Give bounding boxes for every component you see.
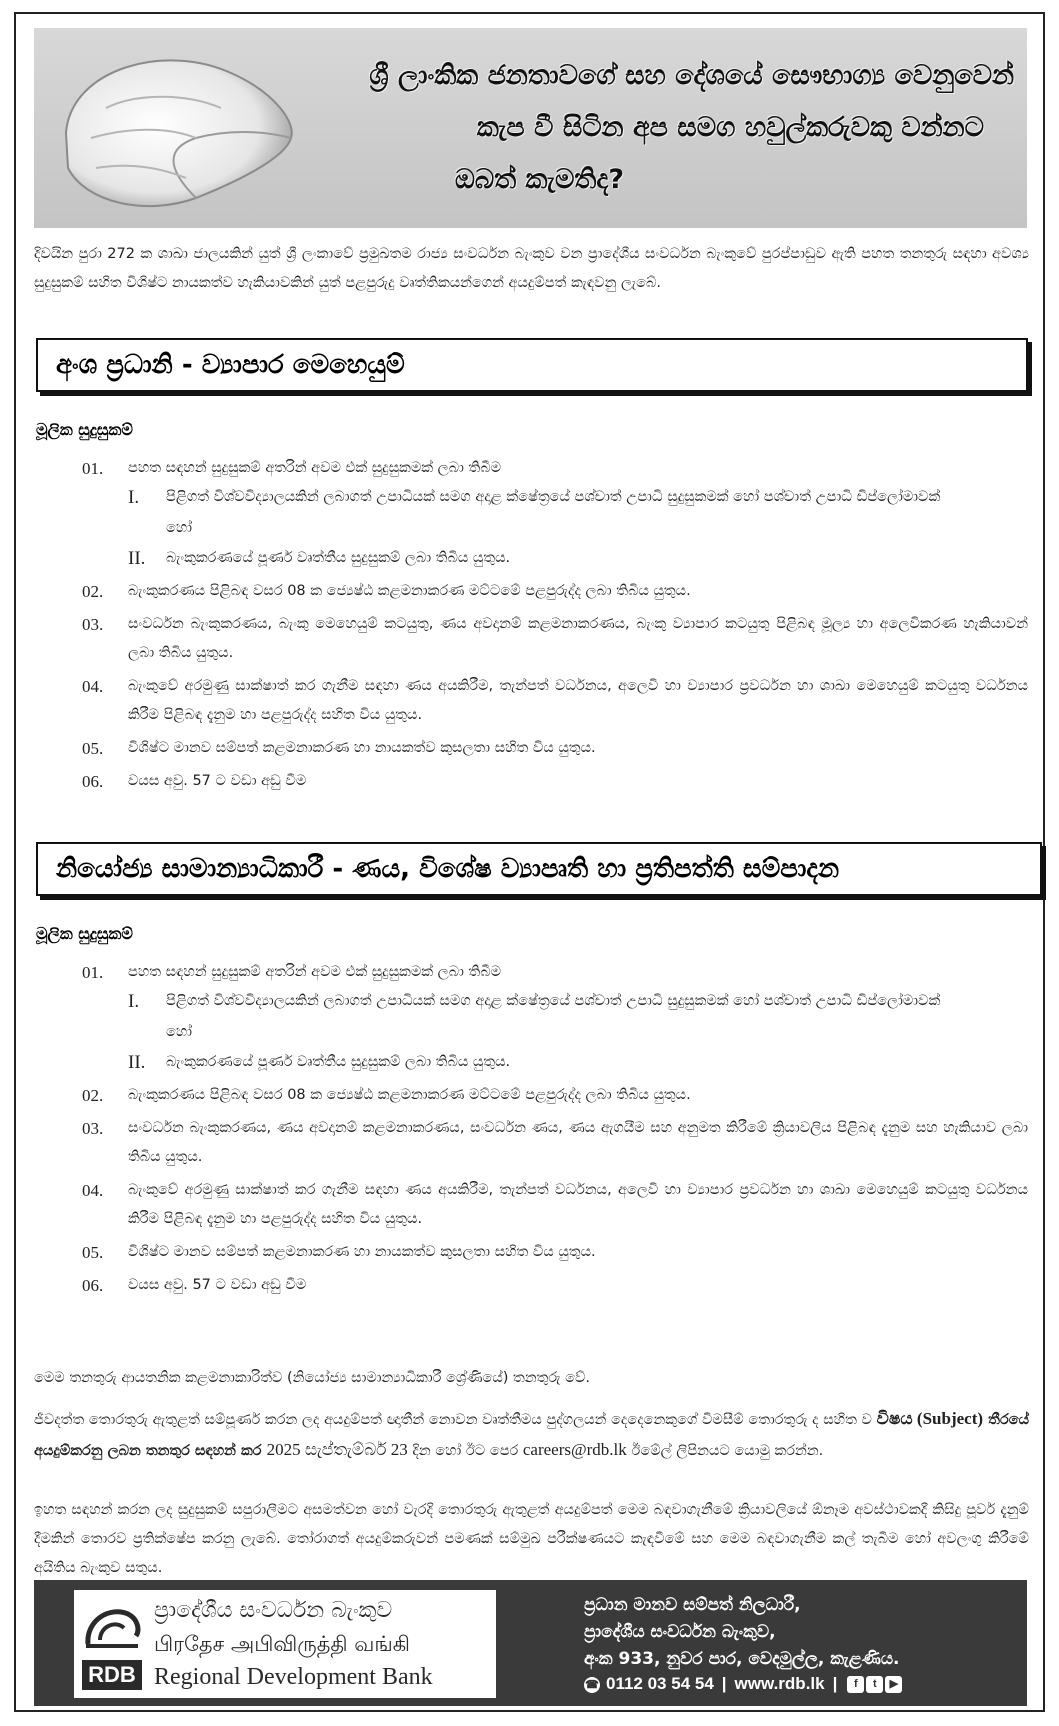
position-1-title: අංශ ප්‍රධානි - ව්‍යාපාර මෙහෙයුම් bbox=[36, 338, 1028, 392]
item-text: පහත සඳහන් සුදුසුකම් අතරින් අවම එක් සුදුසුකමක් ලබා තිබීම bbox=[128, 964, 502, 980]
item-number: 02. bbox=[82, 582, 104, 601]
list-item bbox=[36, 958, 1036, 987]
list-item bbox=[36, 1081, 1036, 1110]
footer bbox=[34, 1580, 1027, 1706]
address-line-3: අංක 933, නුවර පාර, වෙදමුල්ල, කැළණිය. bbox=[584, 1649, 900, 1669]
list-item bbox=[36, 1238, 1036, 1267]
apply-text-c: දින හෝ ඊට පෙර bbox=[407, 1443, 523, 1459]
careers-email-link[interactable]: careers@rdb.lk bbox=[522, 1440, 627, 1459]
item-number: 01. bbox=[82, 963, 104, 982]
list-item bbox=[36, 610, 1036, 668]
list-item bbox=[36, 454, 1036, 483]
apply-text-b: තීරයේ අයදුම්කරනු ලබන තනතුර සඳහන් කර bbox=[34, 1412, 1029, 1459]
address-line-2: ප්‍රාදේශීය සංවර්ධන බැංකුව, bbox=[584, 1622, 776, 1642]
contact-bar bbox=[584, 1674, 902, 1694]
item-number: 06. bbox=[82, 1276, 104, 1295]
sub-item-text: බැංකුකරණයේ පූර්ණ වෘත්තීය සුදුසුකම් ලබා තිබිය යුතුය. bbox=[166, 1054, 511, 1070]
item-text: බැංකුවේ අරමුණු සාක්ෂාත් කර ගැනීම සඳහා ණය අයකිරීම, තැන්පත් වර්ධනය, අලෙවි හා ව්‍යාපාර ප්‍රවර්ධන හා ශාඛා මෙහෙයුම් කටයුතු වර්ධනය කිරීම පිළිබඳ දැනුම හා පළපුරුද්ද සහිත විය යුතුය. bbox=[128, 678, 1028, 723]
item-number: 04. bbox=[82, 677, 104, 696]
bank-name-english: Regional Development Bank bbox=[154, 1664, 433, 1690]
sub-item bbox=[36, 483, 1036, 512]
item-text: විශිෂ්ට මානව සම්පත් කළමනාකරණ හා නායකත්ව කුසලතා සහිත විය යුතුය. bbox=[128, 740, 596, 756]
position-2-qualifications-list bbox=[36, 958, 1036, 1300]
item-number: 05. bbox=[82, 739, 104, 758]
sub-item-number: II. bbox=[128, 1052, 146, 1073]
website-link[interactable]: www.rdb.lk bbox=[734, 1674, 825, 1693]
apply-subject: විෂය (Subject) bbox=[876, 1409, 984, 1428]
item-text: සංවර්ධන බැංකුකරණය, බැංකු මෙහෙයුම් කටයුතු, ණය අවදානම් කළමනාකරණය, බැංකු ව්‍යාපාර කටයුතු පිළිබඳ මූල්‍ය හා අලෙවිකරණ හැකියාවන් ලබා තිබිය යුතුය. bbox=[128, 616, 1028, 661]
separator: | bbox=[832, 1674, 838, 1693]
address-line-1: ප්‍රධාන මානව සම්පත් නිලධාරී, bbox=[584, 1595, 801, 1615]
sub-item-text: පිළිගත් විශ්වවිද්‍යාලයකින් ලබාගත් උපාධියක් සමග අදාළ ක්ෂේත්‍රයේ පශ්චාත් උපාධි සුදුසුකමක් හෝ පශ්චාත් උපාධි ඩිප්ලෝමාවක් bbox=[166, 993, 941, 1009]
banner-line-1: ශ්‍රී ලාංකික ජනතාවගේ සහ දේශයේ සෞභාග්‍ය වෙනුවෙන් bbox=[369, 60, 1014, 91]
item-number: 04. bbox=[82, 1181, 104, 1200]
item-text: වයස අවු. 57 ට වඩා අඩු වීම bbox=[128, 1277, 307, 1293]
position-1-qualifications-heading: මූලික සුදුසුකම් bbox=[36, 420, 133, 439]
item-number: 03. bbox=[82, 615, 104, 634]
item-number: 03. bbox=[82, 1119, 104, 1138]
item-text: බැංකුකරණය පිළිබඳ වසර 08 ක ජ්‍යෙෂ්ඨ කළමනාකරණ මට්ටමේ පළපුරුද්ද ලබා තිබිය යුතුය. bbox=[128, 1087, 691, 1103]
list-item bbox=[36, 734, 1036, 763]
phone-number[interactable]: 0112 03 54 54 bbox=[606, 1674, 714, 1693]
position-2-qualifications-heading: මූලික සුදුසුකම් bbox=[36, 924, 133, 943]
sub-item-number: I. bbox=[128, 487, 140, 508]
item-text: විශිෂ්ට මානව සම්පත් කළමනාකරණ හා නායකත්ව කුසලතා සහිත විය යුතුය. bbox=[128, 1244, 596, 1260]
intro-paragraph: දිවයින පුරා 272 ක ශාඛා ජාලයකින් යුත් ශ්‍රී ලංකාවේ ප්‍රමුඛතම රාජ්‍ය සංවර්ධන බැංකුව වන ප්‍රාදේශීය සංවර්ධන බැංකුවේ පුරප්පාඩුව ඇති පහත තනතුරු සඳහා අවශ්‍ය සුදුසුකම් සහිත විශිෂ්ට නායකත්ව හැකියාවකින් යුත් පළපුරුදු වෘත්තිකයන්ගෙන් අයදුම්පත් කැඳවනු ලැබේ. bbox=[34, 246, 1029, 291]
application-instructions bbox=[34, 1404, 1029, 1466]
disclaimer: ඉහත සඳහන් කරන ලද සුදුසුකම් සපුරාලීමට අසමත්වන හෝ වැරදි තොරතුරු ඇතුළත් අයදුම්පත් මෙම බඳවාගැනීමේ ක්‍රියාවලියේ ඕනෑම අවස්ථාවකදී කිසිදු පූර්ව දැනුම් දීමකින් තොරව ප්‍රතික්ෂේප කරනු ලැබේ. තෝරාගත් අයදුම්කරුවන් පමණක් සම්මුඛ පරීක්ෂණයට කැඳවීමේ සහ මෙම බඳවාගැනීම කල් තැබීම හෝ අවලංගු කිරීමේ අයිතිය බැංකුව සතුය. bbox=[34, 1502, 1029, 1576]
contract-note: මෙම තනතුරු ආයතනික කළමනාකාරිත්ව (නියෝජ්‍ය සාමාන්‍යාධිකාරී ශ්‍රේණියේ) තනතුරු වේ. bbox=[34, 1370, 591, 1386]
item-text: බැංකුකරණය පිළිබඳ වසර 08 ක ජ්‍යෙෂ්ඨ කළමනාකරණ මට්ටමේ පළපුරුද්ද ලබා තිබිය යුතුය. bbox=[128, 583, 691, 599]
list-item bbox=[36, 1114, 1036, 1172]
sub-item-text: බැංකුකරණයේ පූර්ණ වෘත්තීය සුදුසුකම් ලබා තිබිය යුතුය. bbox=[166, 550, 511, 566]
list-item bbox=[36, 1271, 1036, 1300]
rdb-logo-icon bbox=[82, 1600, 142, 1654]
item-number: 06. bbox=[82, 772, 104, 791]
item-number: 02. bbox=[82, 1086, 104, 1105]
conch-shell-icon bbox=[46, 38, 306, 218]
item-number: 05. bbox=[82, 1243, 104, 1262]
list-item bbox=[36, 577, 1036, 606]
banner bbox=[34, 28, 1027, 228]
item-text: බැංකුවේ අරමුණු සාක්ෂාත් කර ගැනීම සඳහා ණය අයකිරීම, තැන්පත් වර්ධනය, අලෙවි හා ව්‍යාපාර ප්‍රවර්ධන හා ශාඛා මෙහෙයුම් කටයුතු වර්ධනය කිරීම පිළිබඳ දැනුම හා පළපුරුද්ද සහිත විය යුතුය. bbox=[128, 1182, 1028, 1227]
apply-text-a: ජීවදත්ත තොරතුරු ඇතුළත් සම්පූර්ණ කරන ලද අයදුම්පත් ඥාතීන් නොවන වෘත්තීමය පුද්ගලයන් දෙදෙනෙකුගේ විමසීම් තොරතුරු ද සහිත ව bbox=[34, 1412, 877, 1428]
bank-name-sinhala: ප්‍රාදේශීය සංවර්ධන බැංකුව bbox=[154, 1598, 393, 1623]
phone-icon: ☎ bbox=[585, 1678, 599, 1691]
twitter-icon[interactable]: t bbox=[866, 1676, 883, 1693]
postal-address bbox=[584, 1592, 1014, 1673]
list-item bbox=[36, 767, 1036, 796]
apply-deadline: 2025 සැප්තැම්බර් 23 bbox=[266, 1440, 408, 1459]
youtube-icon[interactable]: ▶ bbox=[885, 1676, 902, 1693]
or-label: හෝ bbox=[166, 1024, 193, 1040]
sub-item bbox=[36, 544, 1036, 573]
position-2-title: නියෝජ්‍ය සාමාන්‍යාධිකාරී - ණය, විශේෂ ව්‍යාපෘති හා ප්‍රතිපත්ති සම්පාදන bbox=[36, 842, 1042, 896]
banner-line-2: කැප වී සිටින අප සමග හවුල්කරුවකු වන්නට bbox=[476, 112, 984, 143]
sub-item bbox=[36, 1048, 1036, 1077]
logo-abbreviation: RDB bbox=[82, 1660, 142, 1690]
item-text: පහත සඳහන් සුදුසුකම් අතරින් අවම එක් සුදුසුකමක් ලබා තිබීම bbox=[128, 460, 502, 476]
list-item bbox=[36, 1176, 1036, 1234]
facebook-icon[interactable]: f bbox=[847, 1676, 864, 1693]
apply-text-d: ඊමේල් ලිපිනයට යොමු කරන්න. bbox=[626, 1443, 824, 1459]
banner-line-3: ඔබත් කැමතිද? bbox=[454, 164, 624, 195]
separator: | bbox=[721, 1674, 727, 1693]
bank-logo bbox=[74, 1590, 496, 1698]
item-number: 01. bbox=[82, 459, 104, 478]
advertisement bbox=[14, 12, 1045, 1712]
bank-name-tamil: பிரதேச அபிவிருத்தி வங்கி bbox=[154, 1632, 410, 1656]
sub-item-text: පිළිගත් විශ්වවිද්‍යාලයකින් ලබාගත් උපාධියක් සමග අදාළ ක්ෂේත්‍රයේ පශ්චාත් උපාධි සුදුසුකමක් හෝ පශ්චාත් උපාධි ඩිප්ලෝමාවක් bbox=[166, 489, 941, 505]
sub-item bbox=[36, 987, 1036, 1016]
sub-item-number: II. bbox=[128, 548, 146, 569]
item-text: සංවර්ධන බැංකුකරණය, ණය අවදානම් කළමනාකරණය, සංවර්ධන ණය, ණය ඇගයීම සහ අනුමත කිරීමේ ක්‍රියාවලිය පිළිබඳ දැනුම සහ හැකියාව ලබා තිබිය යුතුය. bbox=[128, 1120, 1028, 1165]
or-label: හෝ bbox=[166, 520, 193, 536]
position-1-qualifications-list bbox=[36, 454, 1036, 796]
sub-item-number: I. bbox=[128, 991, 140, 1012]
list-item bbox=[36, 672, 1036, 730]
item-text: වයස අවු. 57 ට වඩා අඩු වීම bbox=[128, 773, 307, 789]
